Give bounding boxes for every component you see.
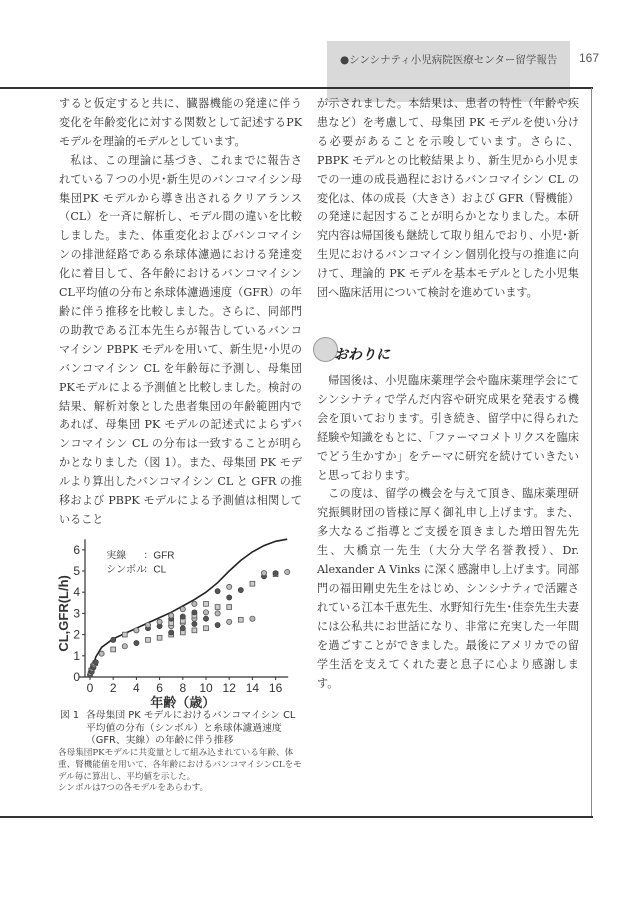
cl-point	[122, 632, 127, 637]
cl-point	[204, 626, 209, 631]
x-tick-label: 14	[245, 681, 260, 695]
y-axis-label: CL,GFR(L/h)	[56, 575, 71, 652]
x-tick-label: 10	[199, 681, 213, 695]
cl-point	[180, 614, 185, 619]
right-column	[317, 95, 579, 303]
cl-point	[273, 571, 278, 576]
figure-title: 各母集団 PK モデルにおけるバンコマイシン CL 平均値の分布（シンボル）と糸球体濾過速度（GFR、実線）の年齢に伴う推移	[86, 710, 296, 746]
figure-caption-body	[58, 748, 308, 795]
cl-point	[215, 589, 220, 594]
cl-point	[169, 630, 174, 635]
figure-number: 図 1	[60, 710, 80, 721]
cl-point	[180, 607, 185, 612]
caption-line: シンボルは7つの各モデルをあらわす。	[58, 783, 209, 794]
top-rule	[0, 87, 593, 89]
legend-label: シンボル	[106, 564, 146, 576]
x-tick-label: 12	[222, 681, 236, 695]
cl-point	[204, 601, 209, 606]
cl-point	[192, 601, 197, 606]
cl-point	[227, 619, 232, 624]
y-tick-label: 4	[73, 585, 80, 600]
legend-label: 実線	[106, 550, 127, 562]
figure-1	[55, 505, 305, 715]
cl-point	[192, 628, 197, 633]
figure-caption-title	[60, 710, 305, 748]
cl-point	[145, 622, 150, 627]
x-tick-label: 4	[133, 681, 140, 695]
cl-point	[93, 660, 98, 665]
chart-svg	[55, 505, 305, 710]
cl-point	[227, 584, 232, 589]
cl-point	[157, 635, 162, 640]
cl-point	[99, 651, 104, 656]
left-column	[59, 95, 302, 530]
x-tick-label: 16	[268, 681, 283, 695]
cl-point	[192, 610, 197, 615]
cl-point	[250, 616, 255, 621]
section-title: おわりに	[334, 347, 390, 363]
closing-section	[317, 372, 579, 693]
header-band	[327, 41, 570, 102]
x-tick-label: 6	[156, 681, 163, 695]
cl-point	[227, 595, 232, 600]
running-title: ●シンシナティ小児病院医療センター留学報告	[340, 54, 558, 66]
caption-line: 各母集団PKモデルに共変量として組み込まれている年齢、体重、腎機能値を用いて、各年齢におけるバンコマイシンCLをモデル毎に算出し、平均値を示した。	[58, 748, 302, 782]
cl-point	[261, 571, 266, 576]
cl-point	[180, 626, 185, 631]
cl-point	[215, 605, 220, 610]
cl-point	[238, 617, 243, 622]
legend-desc: ：CL	[143, 564, 167, 576]
cl-point	[227, 605, 232, 610]
page-number: 167	[579, 51, 600, 65]
cl-point	[134, 640, 139, 645]
y-tick-label: 6	[73, 542, 80, 557]
cl-point	[157, 619, 162, 624]
x-tick-label: 0	[86, 681, 94, 695]
x-axis-label: 年齢（歳）	[150, 695, 216, 710]
cl-point	[250, 581, 255, 586]
cl-point	[111, 647, 116, 652]
paragraph: すると仮定すると共に、臓器機能の発達に伴う変化を年齢変化に対する関数として記述するPK モデルを理論的モデルとしています。	[59, 97, 302, 148]
section-heading	[313, 337, 513, 365]
cl-point	[203, 610, 208, 615]
cl-point	[203, 616, 208, 621]
right-rule	[591, 88, 592, 818]
cl-point	[134, 628, 139, 633]
cl-point	[215, 622, 220, 627]
x-tick-label: 2	[109, 681, 117, 695]
paragraph: この度は、留学の機会を与えて頂き、臨床薬理研究振興財団の皆様に厚く御礼申し上げます。また、多大なるご指導とご支援を頂きました増田智先先生、大橋京一先生（大分大学名誉教授）、Dr. Alexander A Vinks に深く感謝申し上げます。同部門の福田剛史先生をはじめ、シンシナティで活躍されている江本千恵先生、水野知行先生･佳奈先生夫妻には公私共にお世話になり、非常に充実した一年間を過ごすことができました。最後にアメリカでの留学生活を支えてくれた妻と息子に心より感謝します。	[317, 487, 579, 690]
cl-point	[146, 638, 151, 643]
cl-point	[238, 587, 243, 592]
paragraph: 私は、この理論に基づき、これまでに報告されている７つの小児･新生児のバンコマイシン母集団PK モデルから導き出されるクリアランス（CL）を一斉に解析し、モデル間の違いを比較しました。また、体重変化およびバンコマイシンの排泄経路である糸球体濾過における発達変化に着目して、各年齢におけるバンコマイシン CL平均値の分布と糸球体濾過速度（GFR）の年齢に伴う推移を比較しました。さらに、同部門の助教である江本先生らが報告しているバンコマイシン PBPK モデルを用いて、新生児･小児のバンコマイシン CL を年齢毎に予測し、母集団 PKモデルによる予測値と比較しました。検討の結果、解析対象とした患者集団の年齢範囲内であれば、母集団 PK モデルの記述式によらずバンコマイシン CL の分布は一致することが明らかとなりました（図 1）。また、母集団 PK モデルより算出したバンコマイシン CL と GFR の推移および PBPK モデルによる予測値は相関していること	[59, 153, 302, 526]
x-tick-label: 8	[179, 681, 187, 695]
cl-point	[215, 611, 220, 616]
paragraph: が示されました。本結果は、患者の特性（年齢や疾患など）を考慮して、母集団 PK モデルを使い分ける必要があることを示唆しています。さらに、PBPK モデルとの比較結果より、新生児から小児までの一連の成長過程におけるバンコマイシン CL の変化は、体の成長（大きさ）および GFR（腎機能）の発達に起因することが明らかとなりました。本研究内容は帰国後も継続して取り組んでおり、小児･新生児におけるバンコマイシン個別化投与の推進に向けて、理論的 PK モデルを基本モデルとした小児集団へ臨床活用について検討を進めています。	[317, 97, 579, 300]
paragraph: 帰国後は、小児臨床薬理学会や臨床薬理学会にてシンシナティで学んだ内容や研究成果を発表する機会を頂いております。引き続き、留学中に得られた経験や知識をもとに、「ファーマコメトリクスを臨床でどう生かすか」をテーマに研究を続けていきたいと思っております。	[317, 374, 579, 482]
y-tick-label: 0	[73, 670, 80, 684]
cl-point	[169, 613, 174, 618]
y-tick-label: 1	[73, 648, 80, 663]
cl-point	[122, 644, 127, 649]
cl-point	[285, 569, 290, 574]
bottom-rule	[0, 816, 593, 818]
legend-desc: ：GFR	[143, 550, 175, 562]
y-tick-label: 5	[73, 564, 80, 578]
cl-point	[111, 637, 116, 642]
y-tick-label: 3	[73, 606, 80, 621]
y-tick-label: 2	[73, 627, 80, 642]
cl-point	[192, 621, 197, 626]
